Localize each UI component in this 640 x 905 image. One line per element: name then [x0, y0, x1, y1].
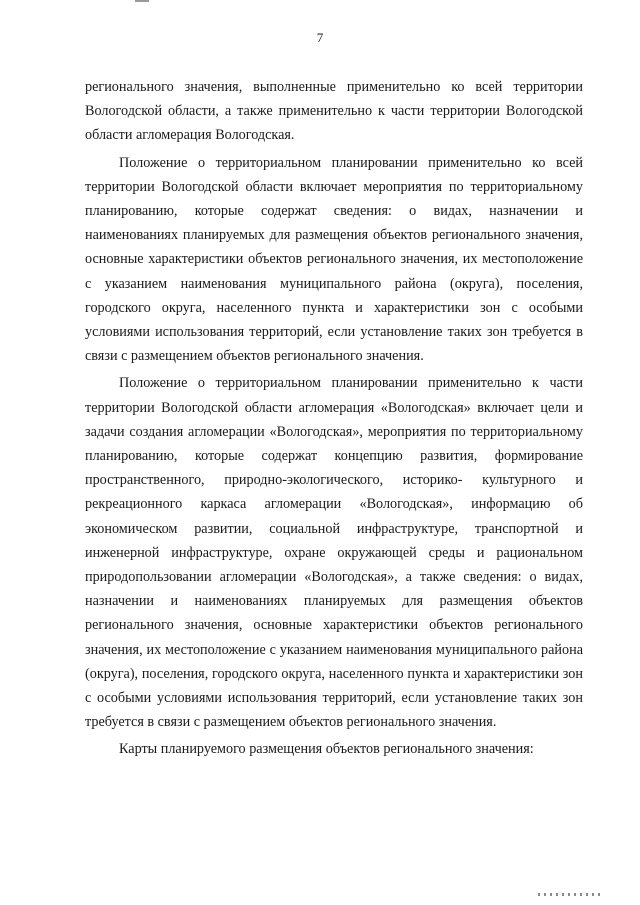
scan-artifact-top — [135, 0, 149, 2]
paragraph-agglomeration: Положение о территориальном планировании применительно к части территории Вологодской области агломерация «Вологодская» включает цели и задачи создания агломерации «Вологодская», мероприятия по территориальному планированию, которые содержат концепцию развития, формирование пространственного, природно-экологического, историко- культурного и рекреационного каркаса агломерации «Вологодская», информацию об экономическом развитии, социальной инфраструктуре, транспортной и инженерной инфраструктуре, охране окружающей среды и рациональном природопользовании агломерации «Вологодская», а также сведения: о видах, назначении и наименованиях планируемых для размещения объектов регионального значения, основные характеристики объектов регионального значения, их местоположение с указанием наименования муниципального района (округа), поселения, городского округа, населенного пункта и характеристики зон с особыми условиями использования территорий, если установление таких зон требуется в связи с размещением объектов регионального значения. — [85, 375, 583, 731]
page-number: 7 — [316, 30, 324, 45]
paragraph-continuation: регионального значения, выполненные применительно ко всей территории Вологодской области, а также применительно к части территории Вологодской области агломерация Вологодская. — [85, 79, 583, 144]
paragraph-whole-region: Положение о территориальном планировании применительно ко всей территории Вологодской области включает мероприятия по территориальному планированию, которые содержат сведения: о видах, назначении и наименованиях планируемых для размещения объектов регионального значения, основные характеристики объектов регионального значения, их местоположение с указанием наименования муниципального района (округа), поселения, городского округа, населенного пункта и характеристики зон с особыми условиями использования территорий, если установление таких зон требуется в связи с размещением объектов регионального значения. — [85, 154, 583, 365]
document-body — [85, 75, 583, 765]
scan-artifact-bottom — [538, 893, 600, 896]
paragraph-maps-heading: Карты планируемого размещения объектов регионального значения: — [119, 741, 534, 758]
